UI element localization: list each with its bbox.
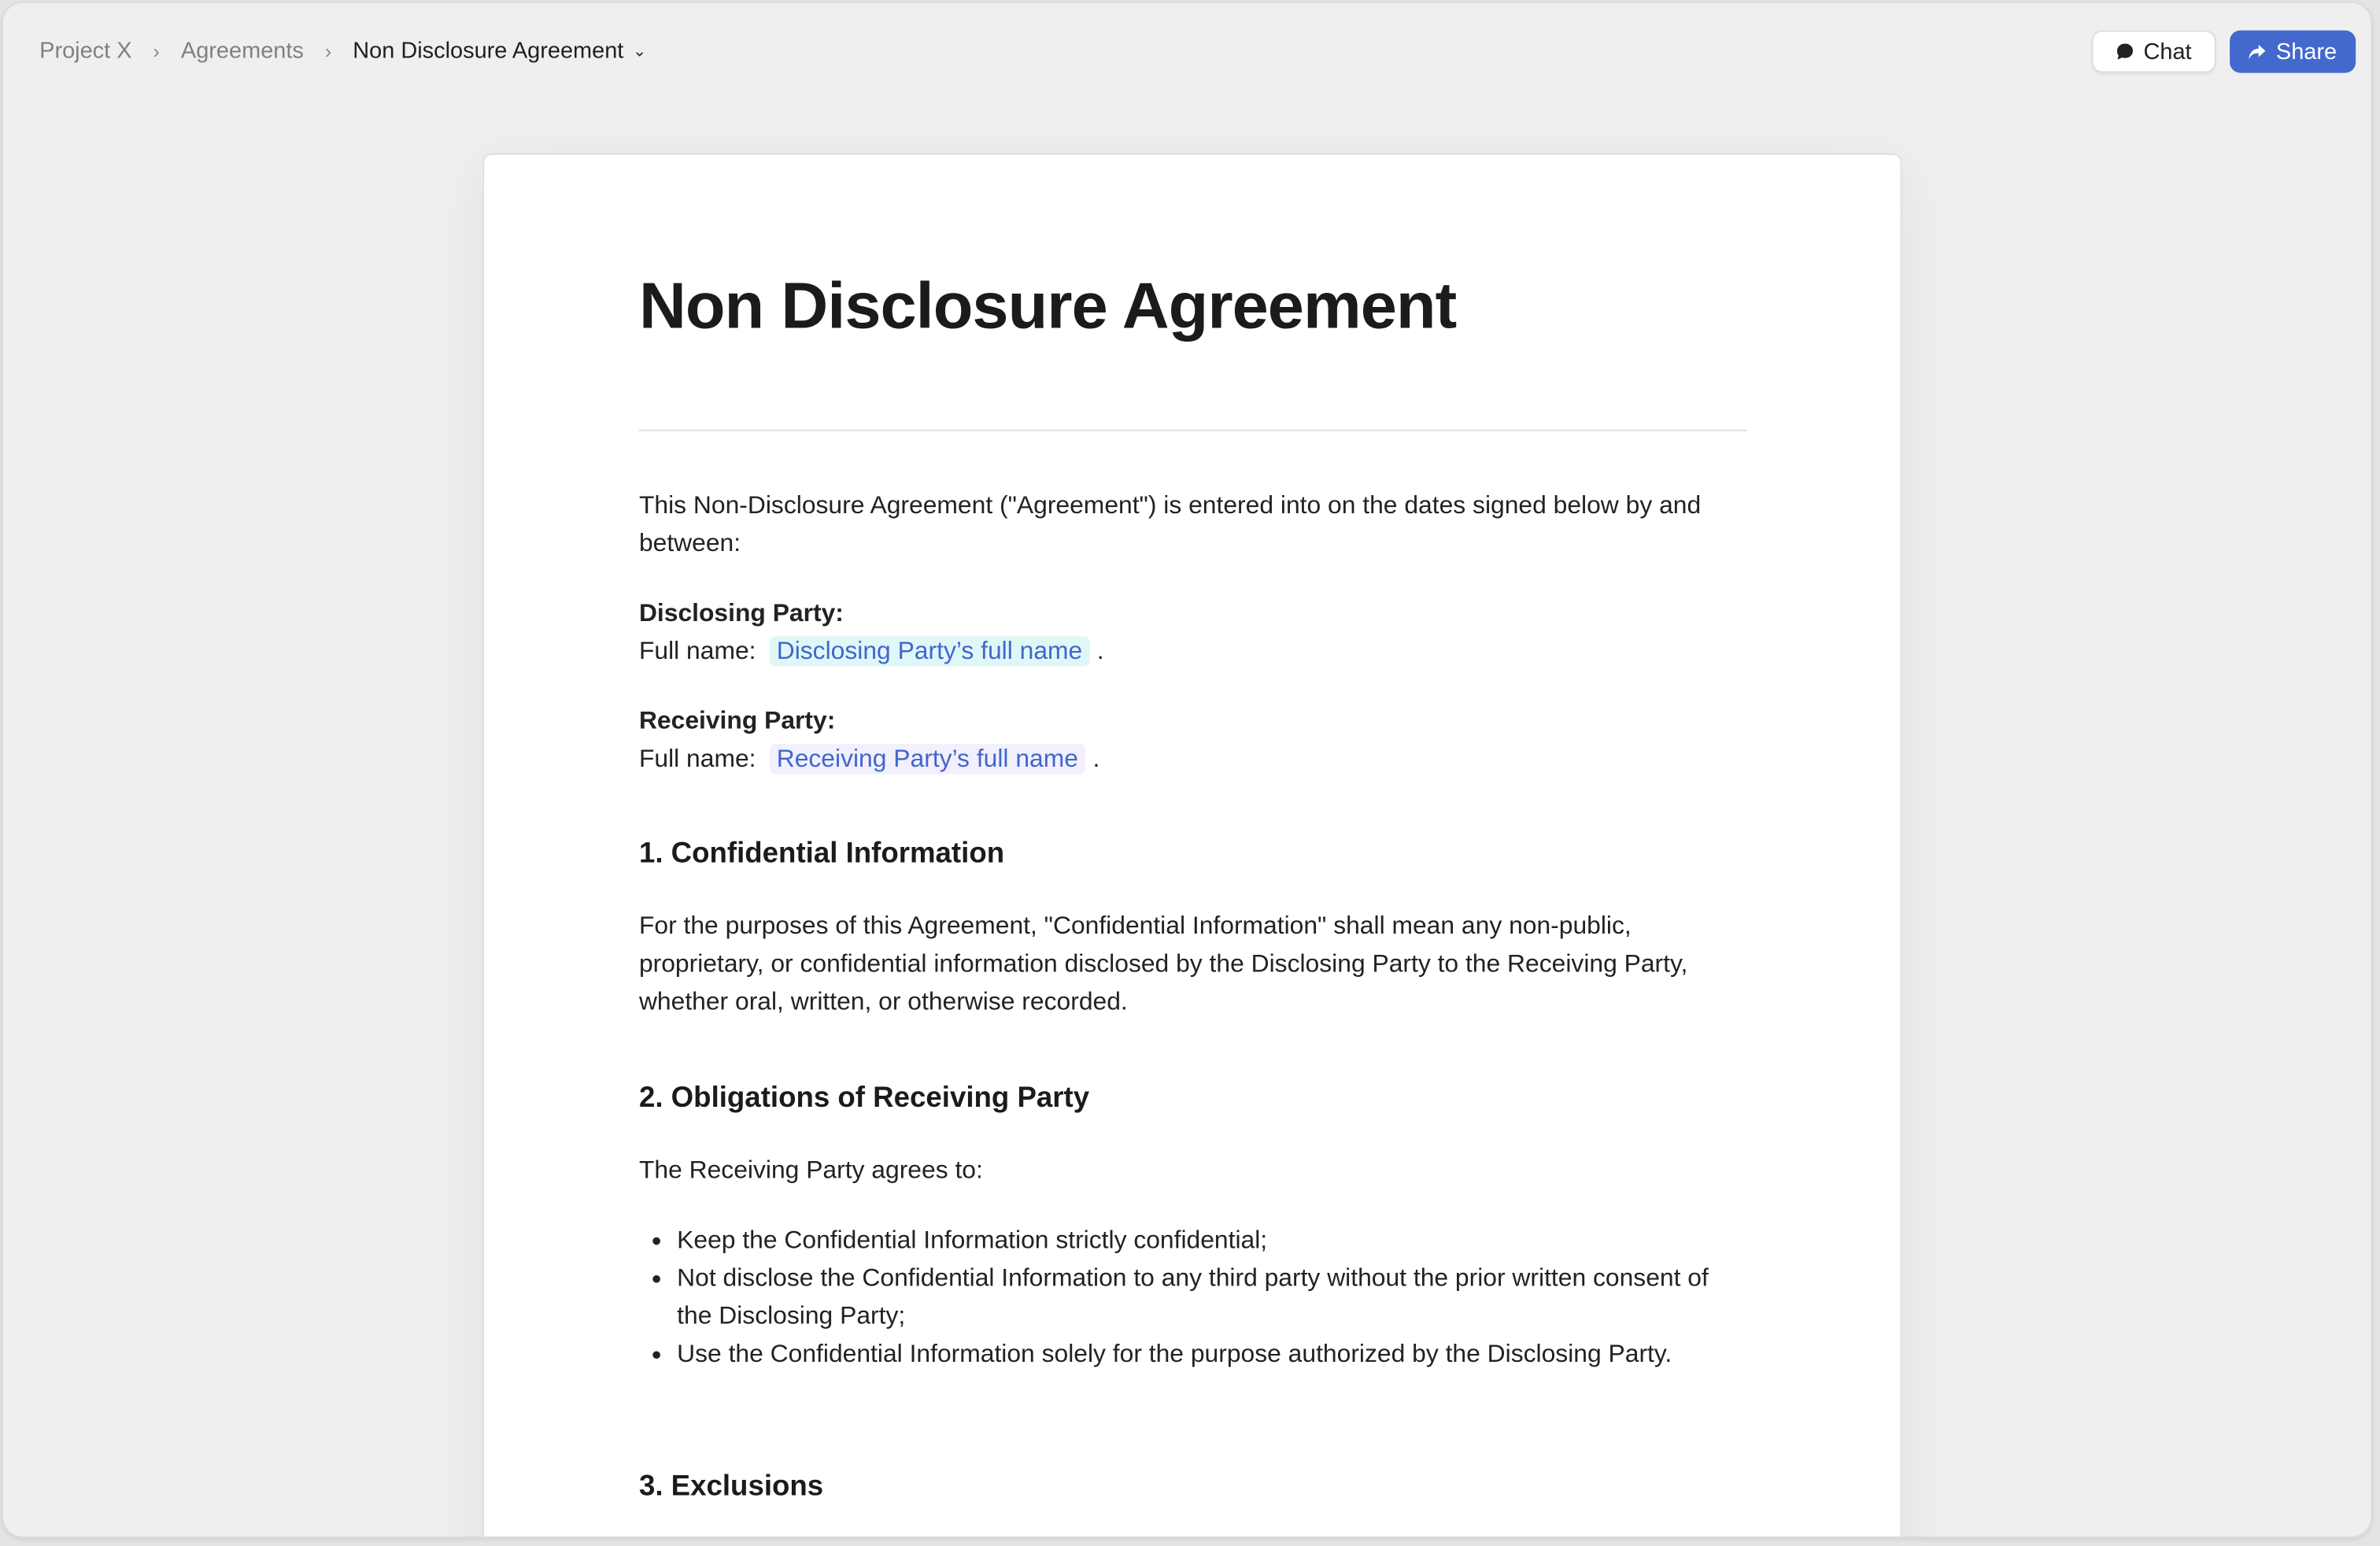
receiving-party-label: Receiving Party: (638, 707, 836, 735)
document-title[interactable]: Non Disclosure Agreement (638, 270, 1457, 343)
receiving-name-field[interactable]: Receiving Party’s full name (769, 744, 1086, 775)
list-item[interactable]: • Not disclose the Confidential Information to any third party without the prior written consent of the Disclosing Party; (677, 1260, 1747, 1336)
title-divider (639, 430, 1747, 431)
disclosing-name-field[interactable]: Disclosing Party’s full name (769, 636, 1090, 667)
share-button[interactable] (2230, 31, 2356, 73)
chevron-right-icon: › (153, 39, 160, 63)
breadcrumb-project[interactable]: Project X (39, 38, 132, 65)
chevron-right-icon: › (324, 39, 332, 63)
full-name-label: Full name: (638, 638, 756, 665)
share-label: Share (2275, 39, 2338, 65)
chat-bubble-icon (2116, 43, 2134, 61)
list-item[interactable]: • Use the Confidential Information solely for the purpose authorized by the Disclosing Party. (677, 1336, 1747, 1374)
section-heading[interactable]: 3. Exclusions (638, 1470, 824, 1503)
receiving-party-block (639, 703, 1747, 779)
section-paragraph[interactable]: The Receiving Party agrees to: (638, 1156, 983, 1185)
section-heading[interactable]: 2. Obligations of Receiving Party (638, 1082, 1090, 1115)
section-paragraph[interactable]: For the purposes of this Agreement, "Confidential Information" shall mean any non-public, proprietary, or confidential information disclosed by the Disclosing Party to the Receiving Party, whether oral, written, or otherwise recorded. (638, 912, 1688, 1016)
obligations-list (639, 1222, 1747, 1374)
breadcrumb-agreements[interactable]: Agreements (180, 38, 304, 65)
chat-label: Chat (2143, 39, 2192, 65)
disclosing-party-block (639, 595, 1747, 671)
app-window (2, 2, 2372, 1538)
period: . (1096, 638, 1104, 665)
disclosing-party-label: Disclosing Party: (638, 599, 844, 627)
section-heading[interactable]: 1. Confidential Information (638, 838, 1005, 871)
period: . (1092, 745, 1100, 773)
breadcrumb (39, 38, 647, 64)
chevron-down-icon[interactable]: ⌄ (632, 43, 647, 61)
document-page (482, 153, 1901, 1538)
intro-paragraph[interactable]: This Non-Disclosure Agreement ("Agreement") is entered into on the dates signed below by and between: (638, 491, 1702, 557)
full-name-label: Full name: (638, 745, 756, 773)
share-arrow-icon (2249, 43, 2267, 60)
list-item[interactable]: • Keep the Confidential Information strictly confidential; (677, 1222, 1747, 1260)
chat-button[interactable] (2092, 31, 2216, 73)
breadcrumb-current[interactable]: Non Disclosure Agreement (353, 38, 624, 65)
